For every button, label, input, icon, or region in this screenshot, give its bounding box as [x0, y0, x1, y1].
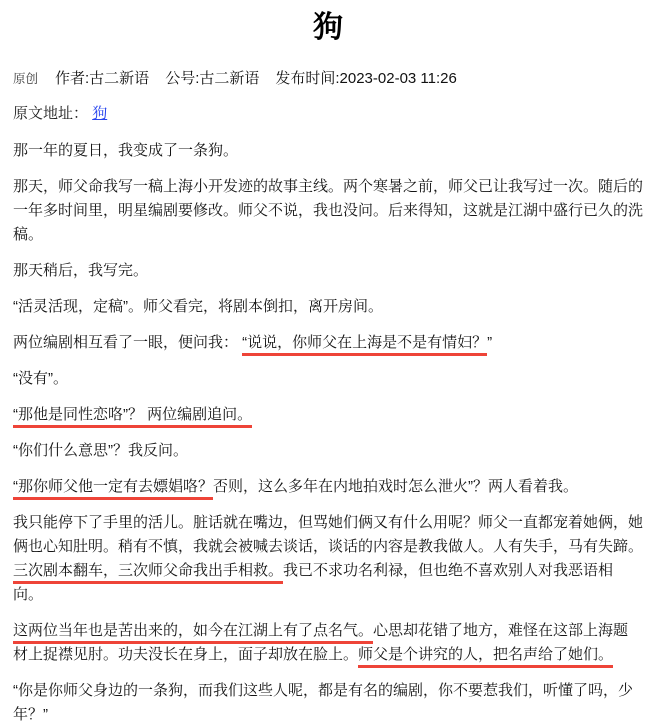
paragraph — [13, 619, 643, 667]
paragraph — [13, 295, 643, 319]
underlined-text: 三次剧本翻车，三次师父命我出手相救。 — [13, 562, 283, 584]
paragraph — [13, 439, 643, 463]
text-segment: 那天，师父命我写一稿上海小开发迹的故事主线。两个寒暑之前，师父已让我写过一次。随后的一年多时间里，明星编剧要修改。师父不说，我也没问。后来得知，这就是江湖中盛行已久的洗稿。 — [13, 178, 644, 243]
account-label: 公号:古二新语 — [165, 70, 260, 87]
source-link[interactable]: 狗 — [92, 105, 108, 122]
text-segment: 否则，这么多年在内地拍戏时怎么泄火”？两人看着我。 — [213, 478, 578, 495]
paragraph — [13, 331, 643, 355]
text-segment: 心思却花错了地方，难怪在这部上海题材上捉襟见肘。功夫没长在身上，面子却放在脸上。 — [13, 622, 629, 663]
text-segment: “活灵活现，定稿”。师父看完，将剧本倒扣，离开房间。 — [13, 298, 383, 315]
paragraph — [13, 403, 643, 427]
underlined-text: “那你师父他一定有去嫖娼咯？ — [13, 478, 213, 500]
text-segment: 两位编剧相互看了一眼，便问我： — [13, 334, 243, 351]
underlined-text: 师父是个讲究的人，把名声给了她们。 — [358, 646, 613, 668]
paragraph — [13, 475, 643, 499]
article-body — [13, 139, 643, 727]
paragraph — [13, 175, 643, 247]
underlined-text: “说说，你师父在上海是不是有情妇？ — [242, 334, 487, 356]
publish-time-label: 发布时间:2023-02-03 11:26 — [275, 70, 457, 87]
text-segment: “你们什么意思”？我反问。 — [13, 442, 188, 459]
article-page — [0, 8, 660, 723]
source-line — [13, 104, 643, 124]
article-meta — [13, 69, 643, 89]
underlined-text: 这两位当年也是苦出来的，如今在江湖上有了点名气。 — [13, 622, 373, 644]
paragraph — [13, 511, 643, 607]
text-segment: 我已不求功名利禄，但也绝不喜欢别人对我恶语相向。 — [13, 562, 614, 603]
text-segment: “没有”。 — [13, 370, 68, 387]
paragraph — [13, 679, 643, 727]
paragraph — [13, 367, 643, 391]
text-segment: 那天稍后，我写完。 — [13, 262, 149, 279]
origin-badge: 原创 — [13, 72, 39, 86]
text-segment: 那一年的夏日，我变成了一条狗。 — [13, 142, 239, 159]
author-label: 作者:古二新语 — [55, 70, 150, 87]
underlined-text: “那他是同性恋咯”？ 两位编剧追问。 — [13, 406, 252, 428]
paragraph — [13, 259, 643, 283]
text-segment: “你是你师父身边的一条狗，而我们这些人呢，都是有名的编剧，你不要惹我们，听懂了吗，少年？” — [13, 682, 633, 723]
paragraph — [13, 139, 643, 163]
text-segment: ” — [487, 334, 493, 351]
page-title: 狗 — [313, 11, 343, 44]
text-segment: 我只能停下了手里的活儿。脏话就在嘴边，但骂她们俩又有什么用呢？师父一直都宠着她俩，她俩也心知肚明。稍有不慎，我就会被喊去谈话，谈话的内容是教我做人。人有失手，马有失蹄。 — [13, 514, 644, 555]
source-label: 原文地址： — [13, 105, 89, 122]
